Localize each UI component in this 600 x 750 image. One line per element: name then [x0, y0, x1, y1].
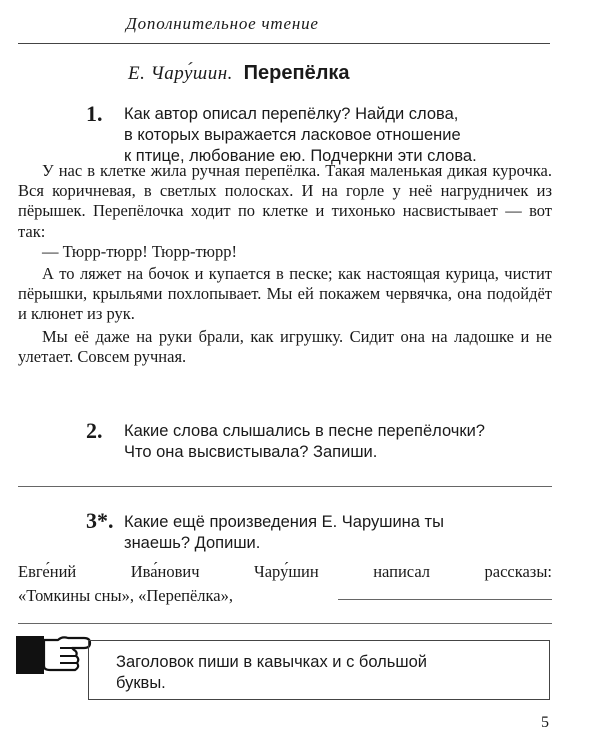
- task-3-line: знаешь? Допиши.: [124, 534, 261, 552]
- story-name: Перепёлка: [243, 62, 350, 84]
- page-number: 5: [541, 714, 549, 731]
- story-paragraph-2: А то ляжет на бочок и купается в песке; как настоящая курица, чистит пёрышки, крыльями похлопывает. Мы ей покажем червячка, она подойдёт и клюнет из рук.: [18, 264, 552, 324]
- hint-text: [116, 652, 542, 694]
- story-dialogue: — Тюрр-тюрр! Тюрр-тюрр!: [42, 241, 237, 261]
- hint-line: буквы.: [116, 674, 166, 692]
- story-text: [18, 161, 552, 367]
- pointing-hand-icon: [14, 626, 94, 678]
- answer-line[interactable]: [338, 599, 552, 600]
- task-3-text: [124, 512, 552, 554]
- task-3-line: Какие ещё произведения Е. Чарушина ты: [124, 513, 444, 531]
- task-2-line: Что она высвистывала? Запиши.: [124, 443, 378, 461]
- task-1-number: 1.: [86, 101, 103, 126]
- answer-line[interactable]: [18, 486, 552, 487]
- answer-line[interactable]: [18, 623, 552, 624]
- fill-in-text: [18, 560, 552, 608]
- fill-line-1: Евге́ний Ива́нович Чару́шин написал рассказы:: [18, 562, 552, 581]
- task-2-line: Какие слова слышались в песне перепёлочки?: [124, 422, 485, 440]
- task-1-line: Как автор описал перепёлку? Найди слова,: [124, 105, 459, 123]
- task-2-number: 2.: [86, 418, 103, 443]
- task-2-text: [124, 421, 556, 463]
- story-title: [128, 62, 350, 85]
- task-1-line: к птице, любование ею. Подчеркни эти слова.: [124, 147, 477, 165]
- task-1-line: в которых выражается ласковое отношение: [124, 126, 461, 144]
- running-head: Дополнительное чтение: [126, 14, 319, 33]
- hint-line: Заголовок пиши в кавычках и с большой: [116, 653, 428, 671]
- header-rule: [18, 43, 550, 44]
- task-1-text: [124, 104, 552, 167]
- task-3-number: 3*.: [86, 508, 114, 533]
- story-paragraph-1: У нас в клетке жила ручная перепёлка. Такая маленькая дикая курочка. Вся коричневая, в светлых полосках. И на горле у неё нагрудничек из пёрышек. Перепёлочка ходит по клетке и тихонько насвистывает — вот так:: [18, 161, 552, 241]
- fill-line-2: «Томкины сны», «Перепёлка»,: [18, 586, 234, 605]
- story-author: Е. Чару́шин.: [128, 63, 233, 84]
- story-paragraph-3: Мы её даже на руки брали, как игрушку. Сидит она на ладошке и не улетает. Совсем ручная.: [18, 326, 552, 366]
